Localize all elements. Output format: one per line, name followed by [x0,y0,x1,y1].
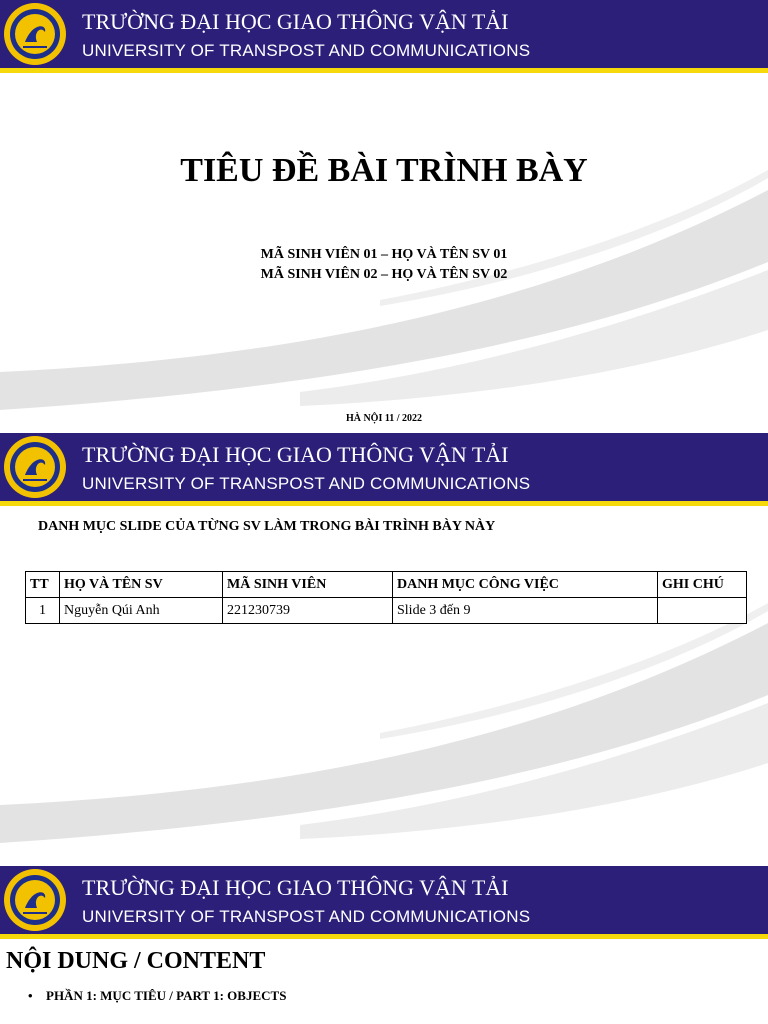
cell-student-id: 221230739 [223,598,393,624]
presentation-date: HÀ NỘI 11 / 2022 [345,413,423,424]
author-line-1: MÃ SINH VIÊN 01 – HỌ VÀ TÊN SV 01 [260,247,508,262]
university-name-vn: TRƯỜNG ĐẠI HỌC GIAO THÔNG VẬN TẢI [82,875,509,900]
cell-task: Slide 3 đến 9 [393,598,658,624]
slide-heading: DANH MỤC SLIDE CỦA TỪNG SV LÀM TRONG BÀI TRÌNH BÀY NÀY [38,519,496,534]
column-header-task: DANH MỤC CÔNG VIỆC [393,572,658,598]
column-header-tt: TT [26,572,60,598]
university-name-en: UNIVERSITY OF TRANSPOST AND COMMUNICATIONS [82,41,531,60]
slide-assignment-list [0,433,768,843]
content-heading: NỘI DUNG / CONTENT [6,948,266,974]
header-stripe [0,934,768,939]
column-header-name: HỌ VÀ TÊN SV [60,572,223,598]
author-line-2: MÃ SINH VIÊN 02 – HỌ VÀ TÊN SV 02 [260,267,508,282]
university-seal-icon [3,2,67,66]
student-table [25,571,747,624]
university-name-en: UNIVERSITY OF TRANSPOST AND COMMUNICATIONS [82,907,531,926]
list-item: • PHẦN 1: MỤC TIÊU / PART 1: OBJECTS [28,988,286,1004]
slide-title [0,0,768,425]
header-bar [0,0,768,68]
header-bar [0,866,768,934]
content-list [28,988,286,1018]
cell-tt: 1 [26,598,60,624]
column-header-note: GHI CHÚ [658,572,747,598]
table-header-row [26,572,747,598]
university-name-en: UNIVERSITY OF TRANSPOST AND COMMUNICATIONS [82,474,531,493]
column-header-student-id: MÃ SINH VIÊN [223,572,393,598]
cell-note [658,598,747,624]
header-bar [0,433,768,501]
table-row [26,598,747,624]
university-name-vn: TRƯỜNG ĐẠI HỌC GIAO THÔNG VẬN TẢI [82,9,509,34]
cell-name: Nguyễn Qúi Anh [60,598,223,624]
header-stripe [0,68,768,73]
presentation-title: TIÊU ĐỀ BÀI TRÌNH BÀY [180,152,588,189]
university-seal-icon [3,868,67,932]
slide-content [0,866,768,1024]
university-seal-icon [3,435,67,499]
university-name-vn: TRƯỜNG ĐẠI HỌC GIAO THÔNG VẬN TẢI [82,442,509,467]
header-stripe [0,501,768,506]
